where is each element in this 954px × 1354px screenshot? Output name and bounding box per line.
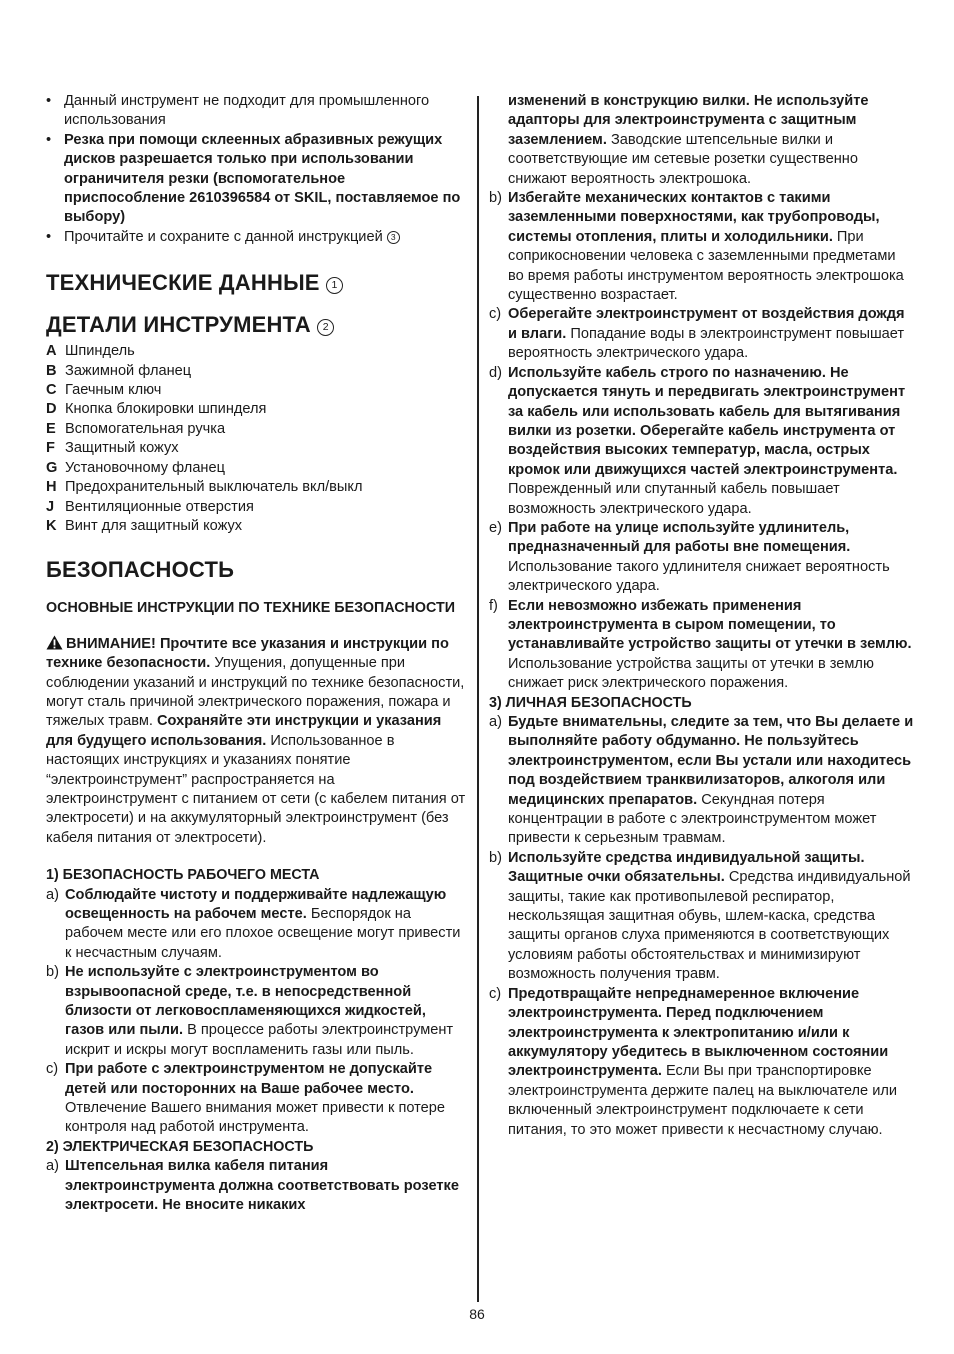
instruction-item-continued: изменений в конструкцию вилки. Не используйте адапторы для электроинструмента с защитным заземлением. Заводские штепсельные вилки и соответствующие им сетевые розетки существенно снижают вероятность электрошока. [508, 93, 869, 187]
instruction-item: c) Оберегайте электроинструмент от воздействия дождя и влаги. Попадание воды в электроинструмент повышает вероятность электрического удара. [489, 306, 905, 362]
safety-heading: БЕЗОПАСНОСТЬ [46, 557, 235, 583]
instruction-item: a) Штепсельная вилка кабеля питания электроинструмента должна соответствовать розетке электросети. Не вносите никаких [46, 1158, 459, 1214]
personal-safety-heading: 3) ЛИЧНАЯ БЕЗОПАСНОСТЬ [489, 694, 692, 711]
bullet-item: • Резка при помощи склеенных абразивных режущих дисков разрешается только при использовании ограничителя резки (вспомогательное приспособление 2610396584 от SKIL, поставляемое по выбору) [46, 131, 466, 228]
part-item: C Гаечным ключ [46, 382, 162, 399]
instruction-item: f) Если невозможно избежать применения электроинструмента в сыром помещении, то устанавливайте устройство защиты от утечки в землю. Использование устройства защиты от утечки в землю снижает риск электрического поражения. [489, 597, 912, 692]
warning-paragraph: ВНИМАНИЕ! Прочтите все указания и инструкции по технике безопасности. Упущения, допущенные при соблюдении указаний и инструкций по технике безопасности, могут сталь причиной электрического поражения, пожара и тяжелых травм. Сохраняйте эти инструкции и указания для будущего использования. Использованное в настоящих инструкциях и указаниях понятие “электроинструмент” распространяется на электроинструмент с питанием от сети (с кабелем питания от электросети) и на аккумуляторный электроинструмент (без кабеля питания от электросети). [46, 635, 466, 846]
instruction-item: d) Используйте кабель строго по назначению. Не допускается тянуть и передвигать электроинструмент за кабель или использовать кабель для вытягивания вилки из розетки. Оберегайте кабель инструмента от воздействия высоких температур, масла, острых кромок или движущихся частей электроинструмента. Поврежденный или спутанный кабель повышает возможность электрического удара. [489, 364, 906, 517]
instruction-item: c) При работе с электроинструментом не допускайте детей или посторонних на Ваше рабочее место. Отвлечение Вашего внимания может привести к потере контроля над работой инструмента. [46, 1061, 446, 1136]
tech-data-heading: ТЕХНИЧЕСКИЕ ДАННЫЕ 1 [46, 270, 466, 296]
instruction-item: a) Соблюдайте чистоту и поддерживайте надлежащую освещенность на рабочем месте. Беспорядок на рабочем месте или его плохое освещение могут привести к несчастным случаям. [46, 886, 461, 961]
instruction-item: b) Избегайте механических контактов с такими заземленными поверхностями, как трубопроводы, системы отопления, плиты и холодильники. При соприкосновении человека с заземленными предметами во время работы инструментом вероятность электрошока существенно возрастает. [489, 190, 904, 304]
warning-triangle-icon [46, 635, 63, 650]
part-item: D Кнопка блокировки шпинделя [46, 401, 267, 418]
figure-ref-3: 3 [387, 231, 400, 244]
instruction-item: b) Используйте средства индивидуальной защиты. Защитные очки обязательны. Средства индивидуальной защиты, такие как противопылевой респиратор, нескользящая защитная обувь, шлем-каска, средства защиты органов слуха применяются в соответствующих условиям работы обстоятельствах и минимизируют возможность получения травм. [489, 849, 911, 983]
bullet-item: • Данный инструмент не подходит для промышленного использования [46, 92, 466, 131]
part-item: E Вспомогательная ручка [46, 420, 226, 437]
right-column [489, 92, 914, 1140]
page-number: 86 [469, 1306, 485, 1322]
part-item: G Установочному фланец [46, 459, 225, 476]
parts-list [46, 342, 466, 536]
left-column [46, 92, 466, 1216]
instruction-item: c) Предотвращайте непреднамеренное включение электроинструмента. Перед подключением электроинструмента к электропитанию и/или к аккумулятору убедитесь в выключенном состоянии электроинструмента. Если Вы при транспортировке электроинструмента держите палец на выключателе или включенный электроинструмент подключаете к сети питания, то это может привести к несчастному случаю. [489, 985, 898, 1138]
basic-instructions-heading: ОСНОВНЫЕ ИНСТРУКЦИИ ПО ТЕХНИКЕ БЕЗОПАСНОСТИ [46, 600, 455, 617]
instruction-item: e) При работе на улице используйте удлинитель, предназначенный для работы вне помещения. Использование такого удлинителя снижает вероятность электрического удара. [489, 519, 890, 595]
electrical-safety-heading: 2) ЭЛЕКТРИЧЕСКАЯ БЕЗОПАСНОСТЬ [46, 1138, 314, 1155]
part-item: F Защитный кожух [46, 440, 179, 457]
figure-ref-1: 1 [326, 277, 343, 294]
part-item: A Шпиндель [46, 343, 135, 360]
column-divider [477, 96, 479, 1302]
instruction-item: a) Будьте внимательны, следите за тем, что Вы делаете и выполняйте работу обдуманно. Не пользуйтесь электроинструментом, если Вы устали или находитесь под воздействием транквилизаторов, алкоголя или медицинских препаратов. Секундная потеря концентрации в работе с электроинструментом может привести к серьезным травмам. [489, 714, 914, 847]
workplace-safety-heading: 1) БЕЗОПАСНОСТЬ РАБОЧЕГО МЕСТА [46, 867, 320, 884]
bullet-item: • Прочитайте и сохраните с данной инструкцией 3 [46, 228, 466, 247]
part-item: H Предохранительный выключатель вкл/выкл [46, 479, 363, 496]
part-item: J Вентиляционные отверстия [46, 498, 254, 515]
instruction-item: b) Не используйте с электроинструментом во взрывоопасной среде, т.е. в непосредственной близости от легковоспламеняющихся жидкостей, газов или пыли. В процессе работы электроинструмент искрит и искры могут воспламенить газы или пыль. [46, 964, 454, 1058]
part-item: B Зажимной фланец [46, 362, 192, 379]
parts-heading: ДЕТАЛИ ИНСТРУМЕНТА 2 [46, 312, 466, 338]
part-item: K Винт для защитный кожух [46, 517, 243, 534]
figure-ref-2: 2 [317, 319, 334, 336]
